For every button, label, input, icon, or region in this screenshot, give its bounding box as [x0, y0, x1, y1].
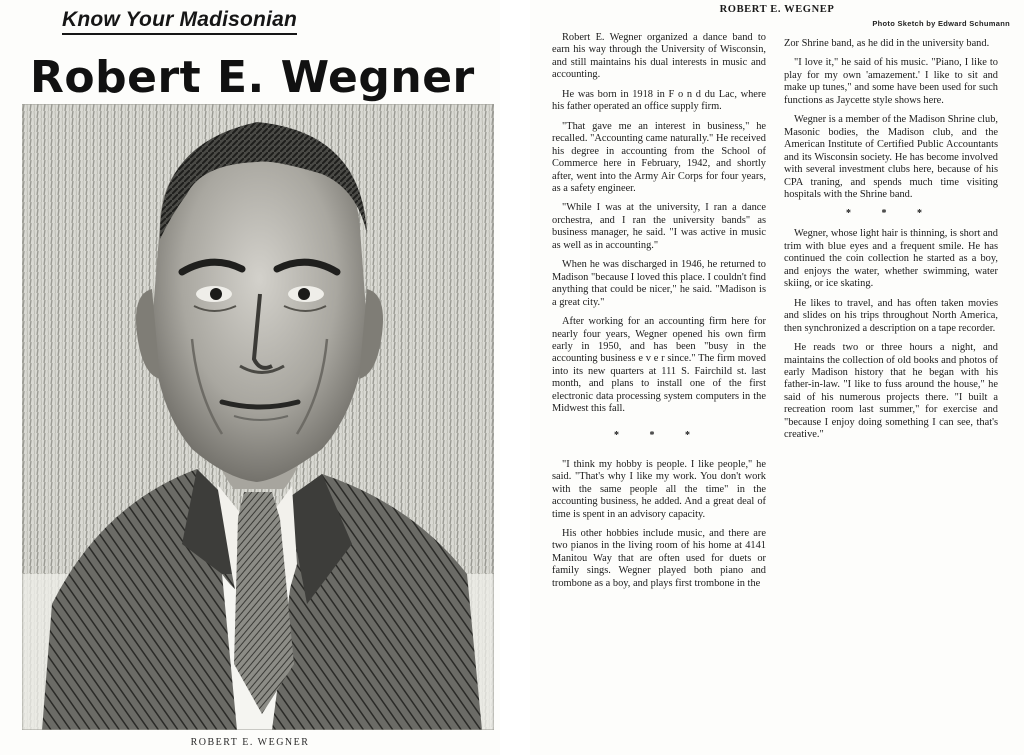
article-paragraph: Robert E. Wegner organized a dance band to earn his way through the University of Wisconsin, and still maintains his dual interests in music and accounting.: [552, 32, 766, 81]
portrait-caption: ROBERT E. WEGNER: [190, 737, 310, 748]
column-kicker: Know Your Madisonian: [62, 8, 297, 35]
right-page: [530, 0, 1024, 755]
article-paragraph: "That gave me an interest in business," he recalled. "Accounting came naturally." He received his degree in accounting from the School of Commerce here in February, 1942, and shortly after, went into the Army Air Corps for four years, as a safety engineer.: [552, 120, 766, 194]
article-paragraph: He likes to travel, and has often taken movies and slides on his trips throughout North America, then synchronized a description on a tape recorder.: [784, 297, 998, 334]
article-paragraph: His other hobbies include music, and there are two pianos in the living room of his home at 4141 Manitou Way that are often used for duets or family sings. Wegner played both piano and trombone as a boy, and plays first trombone in the: [552, 527, 766, 589]
section-separator: * * *: [614, 429, 704, 441]
article-paragraph: "While I was at the university, I ran a dance orchestra, and I ran the university bands" as business manager, he said. "I was active in music as well as in accounting.": [552, 202, 766, 251]
page-gutter: [500, 0, 530, 755]
article-column-2: [784, 38, 998, 449]
section-separator: * * *: [846, 208, 936, 220]
article-paragraph: When he was discharged in 1946, he returned to Madison "because I loved this place. I couldn't find anything that could be nicer," he said. "Madison is a great city.": [552, 259, 766, 308]
article-paragraph: Zor Shrine band, as he did in the university band.: [784, 38, 990, 49]
left-page: [0, 0, 500, 755]
portrait-sketch: [22, 104, 494, 730]
headline: Robert E. Wegner: [30, 52, 475, 103]
article-paragraph: "I love it," he said of his music. "Piano, I like to play for my own 'amazement.' I like to sit and make up tunes," and some have been used for such functions as Jaycette style shows here.: [784, 57, 998, 106]
article-paragraph: "I think my hobby is people. I like people," he said. "That's why I like my work. You don't work with the same people all the time" in the accounting business, he added. And a great deal of time is spent in an advisory capacity.: [552, 458, 766, 520]
article-paragraph: Wegner is a member of the Madison Shrine club, Masonic bodies, the Madison club, and the American Institute of Certified Public Accountants and its Wisconsin society. He has become involved with several investment clubs here, because of his CPA traning, and spends much time visiting hospitals with the Shrine band.: [784, 114, 998, 200]
article-paragraph: He reads two or three hours a night, and maintains the collection of old books and photos of early Madison history that he began with his father-in-law. "I like to fuss around the house," he said of his numerous projects there. "I built a recreation room last summer," for exercise and "because I enjoy doing something I can see, that's creative.": [784, 342, 998, 441]
article-column-1: [552, 32, 766, 597]
photo-credit: Photo Sketch by Edward Schumann: [872, 19, 1010, 28]
article-paragraph: He was born in 1918 in F o n d du Lac, where his father operated an office supply firm.: [552, 88, 766, 113]
article-paragraph: After working for an accounting firm here for nearly four years, Wegner opened his own firm early in 1950, and has been "busy in the accounting business e v e r since." The firm moved into its new quarters at 111 S. Fairchild st. last month, and plans to install one of the first electronic data processing system computers in the Midwest this fall.: [552, 316, 766, 415]
article-paragraph: Wegner, whose light hair is thinning, is short and trim with blue eyes and a frequent smile. He has continued the coin collection he started as a boy, and enjoys the water, whether swimming, water skiing, or ice skating.: [784, 228, 998, 290]
running-head: ROBERT E. WEGNEP: [719, 4, 835, 15]
